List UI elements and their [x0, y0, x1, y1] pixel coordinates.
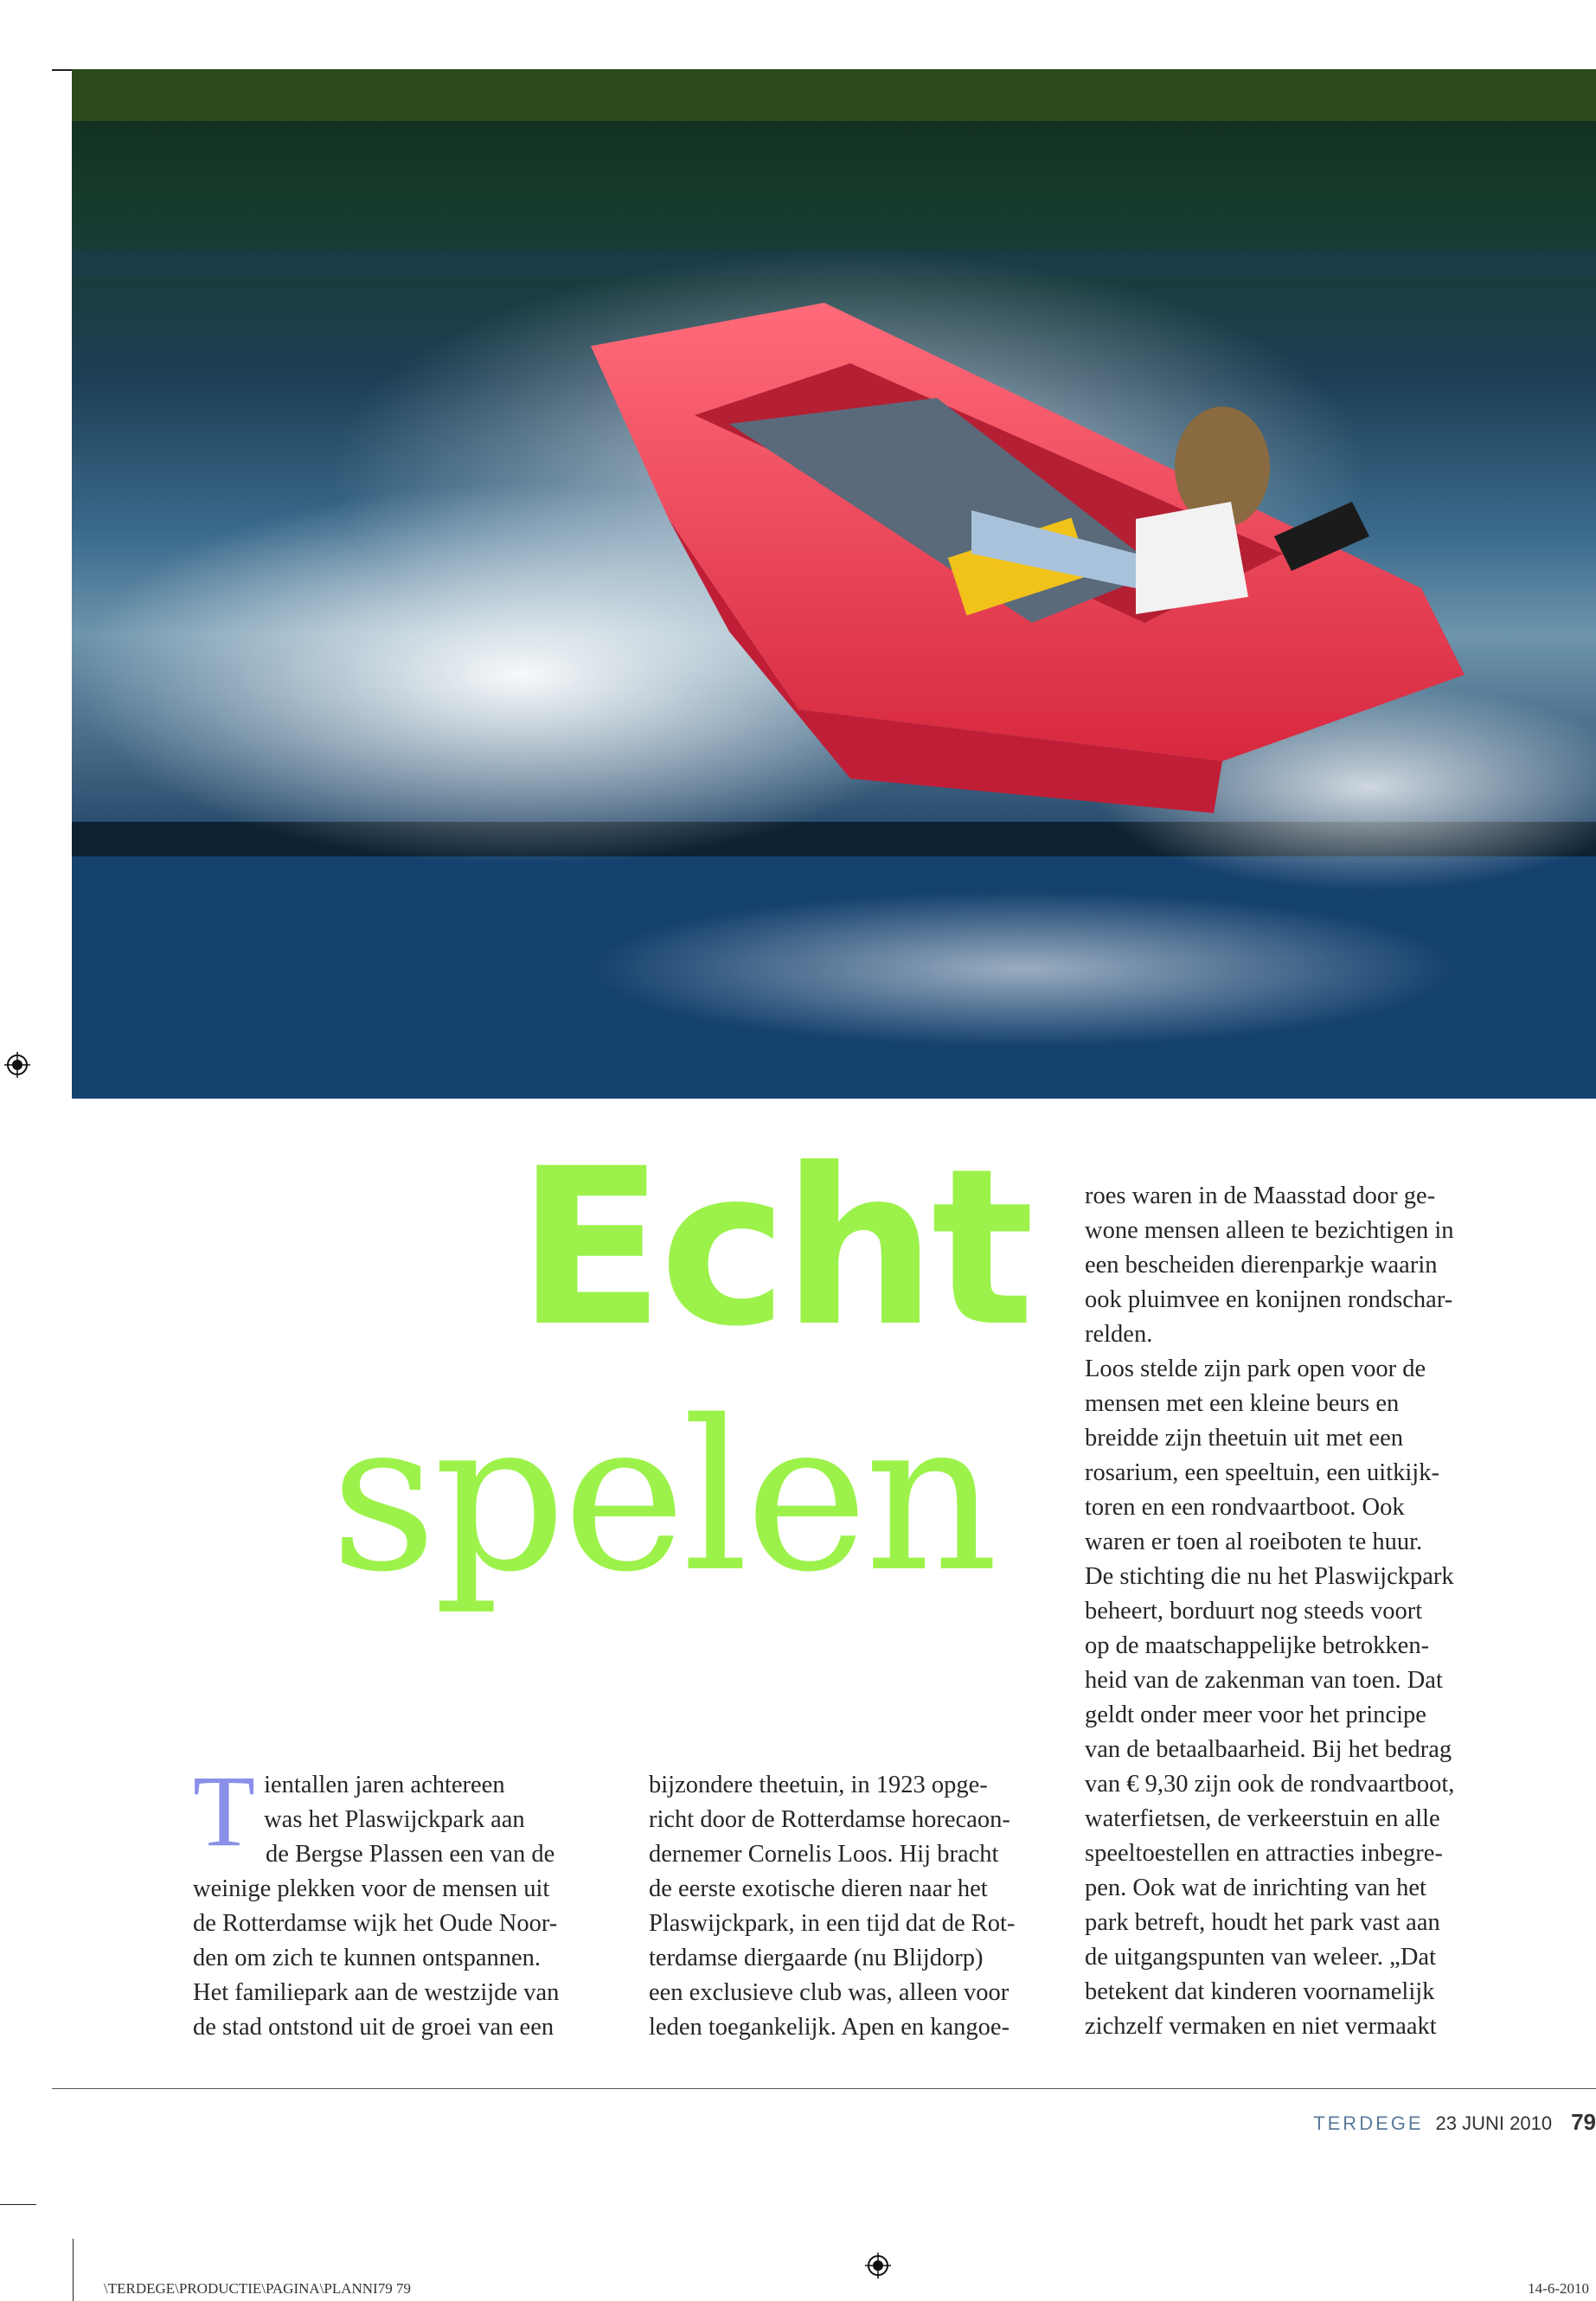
column-line: terdamse diergaarde (nu Blijdorp)	[649, 1945, 984, 1971]
headline-line-1: Echt	[516, 1122, 1029, 1374]
article-column-1	[193, 1754, 617, 2045]
column-line: heid van de zakenman van toen. Dat	[1085, 1667, 1443, 1694]
column-line: de uitgangspunten van weleer. „Dat	[1085, 1944, 1436, 1971]
photo-red-bumper-boat	[72, 69, 1596, 1099]
column-line: op de maatschappelijke betrokken-	[1085, 1632, 1430, 1659]
boat-illustration	[72, 69, 1596, 1099]
column-line: leden toegankelijk. Apen en kangoe-	[649, 2014, 1010, 2041]
article-column-3	[1085, 1179, 1535, 2044]
column-line: speeltoestellen en attracties inbegre-	[1085, 1840, 1443, 1867]
column-line: bijzondere theetuin, in 1923 opge-	[649, 1772, 988, 1798]
column-line: geldt onder meer voor het principe	[1085, 1702, 1426, 1728]
registration-mark-bottom	[865, 2253, 891, 2279]
issue-date: 23 JUNI 2010	[1435, 2112, 1553, 2134]
column-line: ook pluimvee en konijnen rondschar-	[1085, 1286, 1453, 1313]
headline-line-2: spelen	[330, 1375, 995, 1618]
drop-cap: T	[193, 1754, 256, 1868]
column-line: van € 9,30 zijn ook de rondvaartboot,	[1085, 1771, 1455, 1798]
column-line: rosarium, een speeltuin, een uitkijk-	[1085, 1459, 1439, 1486]
column-line: Loos stelde zijn park open voor de	[1085, 1356, 1426, 1382]
column-line: roes waren in de Maasstad door ge-	[1085, 1183, 1436, 1209]
column-line: de Bergse Plassen een van de	[266, 1841, 555, 1868]
column-line: Het familiepark aan de westzijde van	[193, 1979, 560, 2006]
column-line: dernemer Cornelis Loos. Hij bracht	[649, 1841, 999, 1868]
crop-mark-vertical	[73, 2239, 74, 2301]
column-line: de stad ontstond uit de groei van een	[193, 2014, 554, 2041]
column-line: park betreft, houdt het park vast aan	[1085, 1909, 1440, 1936]
column-line: richt door de Rotterdamse horecaon-	[649, 1806, 1010, 1833]
magazine-name: TERDEGE	[1313, 2112, 1424, 2134]
registration-mark-left	[4, 1052, 30, 1078]
column-line: een exclusieve club was, alleen voor	[649, 1979, 1010, 2006]
article-column-2	[649, 1768, 1073, 2045]
column-line: wone mensen alleen te bezichtigen in	[1085, 1217, 1454, 1244]
column-line: waren er toen al roeiboten te huur.	[1085, 1529, 1423, 1555]
column-line: weinige plekken voor de mensen uit	[193, 1875, 550, 1902]
column-line: waterfietsen, de verkeerstuin en alle	[1085, 1805, 1440, 1832]
slug-date: 14-6-2010	[1528, 2280, 1589, 2297]
crop-mark-horizontal	[0, 2204, 36, 2205]
column-line: was het Plaswijckpark aan	[264, 1806, 525, 1833]
column-line: betekent dat kinderen voornamelijk	[1085, 1978, 1435, 2005]
column-line: pen. Ook wat de inrichting van het	[1085, 1875, 1426, 1901]
column-line: ientallen jaren achtereen	[264, 1772, 505, 1798]
page-footer	[1313, 2109, 1596, 2136]
column-line: de eerste exotische dieren naar het	[649, 1875, 988, 1902]
column-line: zichzelf vermaken en niet vermaakt	[1085, 2013, 1437, 2040]
column-line: De stichting die nu het Plaswijckpark	[1085, 1563, 1454, 1590]
column-line: de Rotterdamse wijk het Oude Noor-	[193, 1910, 558, 1937]
slug-path: \TERDEGE\PRODUCTIE\PAGINA\PLANNI79 79	[104, 2280, 411, 2297]
column-line: van de betaalbaarheid. Bij het bedrag	[1085, 1736, 1452, 1763]
column-line: toren en een rondvaartboot. Ook	[1085, 1494, 1405, 1521]
column-line: relden.	[1085, 1321, 1153, 1348]
column-line: Plaswijckpark, in een tijd dat de Rot-	[649, 1910, 1016, 1937]
column-line: den om zich te kunnen ontspannen.	[193, 1945, 542, 1971]
column-line: een bescheiden dierenparkje waarin	[1085, 1252, 1438, 1279]
page-number: 79	[1571, 2109, 1596, 2135]
bottom-rule	[52, 2088, 1596, 2089]
column-line: breidde zijn theetuin uit met een	[1085, 1425, 1403, 1452]
column-line: mensen met een kleine beurs en	[1085, 1390, 1400, 1417]
column-line: beheert, borduurt nog steeds voort	[1085, 1598, 1423, 1625]
